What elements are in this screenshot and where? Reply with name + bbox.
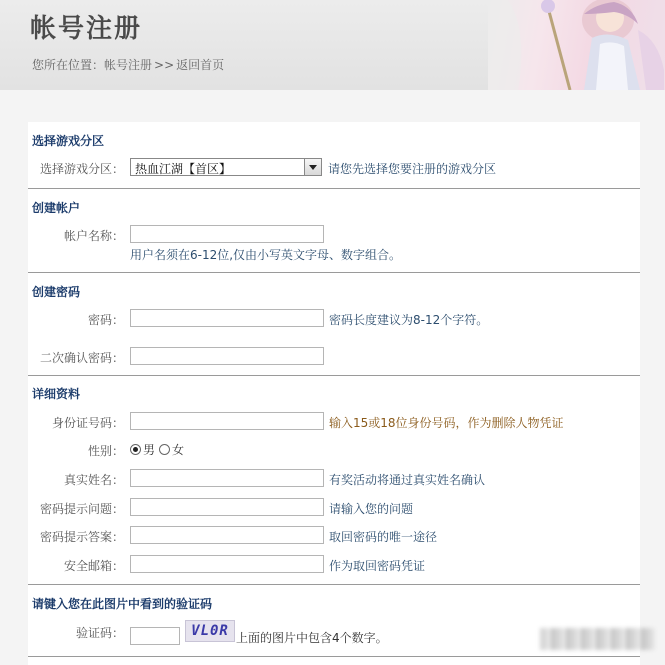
section-divider — [28, 375, 640, 376]
gender-male-radio[interactable] — [130, 444, 141, 455]
section-title-server: 选择游戏分区 — [32, 134, 105, 148]
id-number-hint: 输入15或18位身份号码，作为删除人物凭证 — [329, 416, 564, 430]
account-name-hint: 用户名须在6-12位,仅由小写英文字母、数字组合。 — [130, 248, 402, 262]
section-divider — [28, 584, 640, 585]
section-divider — [28, 272, 640, 273]
security-question-input[interactable] — [130, 498, 324, 516]
security-question-label: 密码提示问题： — [39, 502, 124, 516]
captcha-label: 验证码： — [75, 626, 124, 640]
account-name-label: 帐户名称： — [63, 229, 124, 243]
password-hint: 密码长度建议为8-12个字符。 — [329, 313, 489, 327]
security-email-label: 安全邮箱： — [63, 559, 124, 573]
character-illustration — [488, 0, 665, 90]
real-name-label: 真实姓名： — [63, 473, 124, 487]
gender-radio-group — [130, 441, 188, 458]
gender-female-radio[interactable] — [159, 444, 170, 455]
gender-female-label[interactable]: 女 — [172, 443, 185, 457]
id-number-input[interactable] — [130, 412, 324, 430]
section-title-details: 详细资料 — [32, 387, 81, 401]
section-title-account: 创建帐户 — [32, 201, 81, 215]
security-answer-hint: 取回密码的唯一途径 — [329, 530, 438, 544]
chevron-down-icon[interactable] — [304, 159, 321, 175]
header-character-art — [488, 0, 665, 90]
security-answer-label: 密码提示答案： — [39, 530, 124, 544]
breadcrumb-separator: >> — [154, 58, 175, 72]
server-select-value: 热血江湖【首区】 — [135, 162, 232, 176]
section-title-captcha: 请键入您在此图片中看到的验证码 — [32, 597, 213, 611]
breadcrumb-prefix: 您所在位置： — [32, 58, 105, 72]
security-email-input[interactable] — [130, 555, 324, 573]
captcha-image[interactable]: VL0R — [185, 620, 235, 642]
security-question-hint: 请输入您的问题 — [329, 502, 414, 516]
security-email-hint: 作为取回密码凭证 — [329, 559, 426, 573]
breadcrumb-current: 帐号注册 — [104, 58, 153, 72]
password-input[interactable] — [130, 309, 324, 327]
section-divider — [28, 188, 640, 189]
section-divider — [28, 656, 640, 657]
breadcrumb — [32, 56, 224, 73]
confirm-password-label: 二次确认密码： — [39, 351, 124, 365]
section-title-password: 创建密码 — [32, 285, 81, 299]
captcha-hint: 上面的图片中包含4个数字。 — [236, 631, 388, 645]
page-title: 帐号注册 — [30, 14, 143, 44]
id-number-label: 身份证号码： — [51, 416, 124, 430]
real-name-hint: 有奖活动将通过真实姓名确认 — [329, 473, 486, 487]
captcha-input[interactable] — [130, 627, 180, 645]
gender-label: 性别： — [87, 444, 124, 458]
confirm-password-input[interactable] — [130, 347, 324, 365]
account-name-input[interactable] — [130, 225, 324, 243]
server-select[interactable] — [130, 158, 322, 176]
server-hint: 请您先选择您要注册的游戏分区 — [328, 162, 497, 176]
server-label: 选择游戏分区： — [39, 162, 124, 176]
security-answer-input[interactable] — [130, 526, 324, 544]
registration-form — [28, 122, 640, 665]
real-name-input[interactable] — [130, 469, 324, 487]
page-header — [0, 0, 665, 90]
watermark — [540, 628, 655, 650]
breadcrumb-home-link[interactable]: 返回首页 — [176, 58, 225, 72]
password-label: 密码： — [87, 313, 124, 327]
gender-male-label[interactable]: 男 — [143, 443, 156, 457]
